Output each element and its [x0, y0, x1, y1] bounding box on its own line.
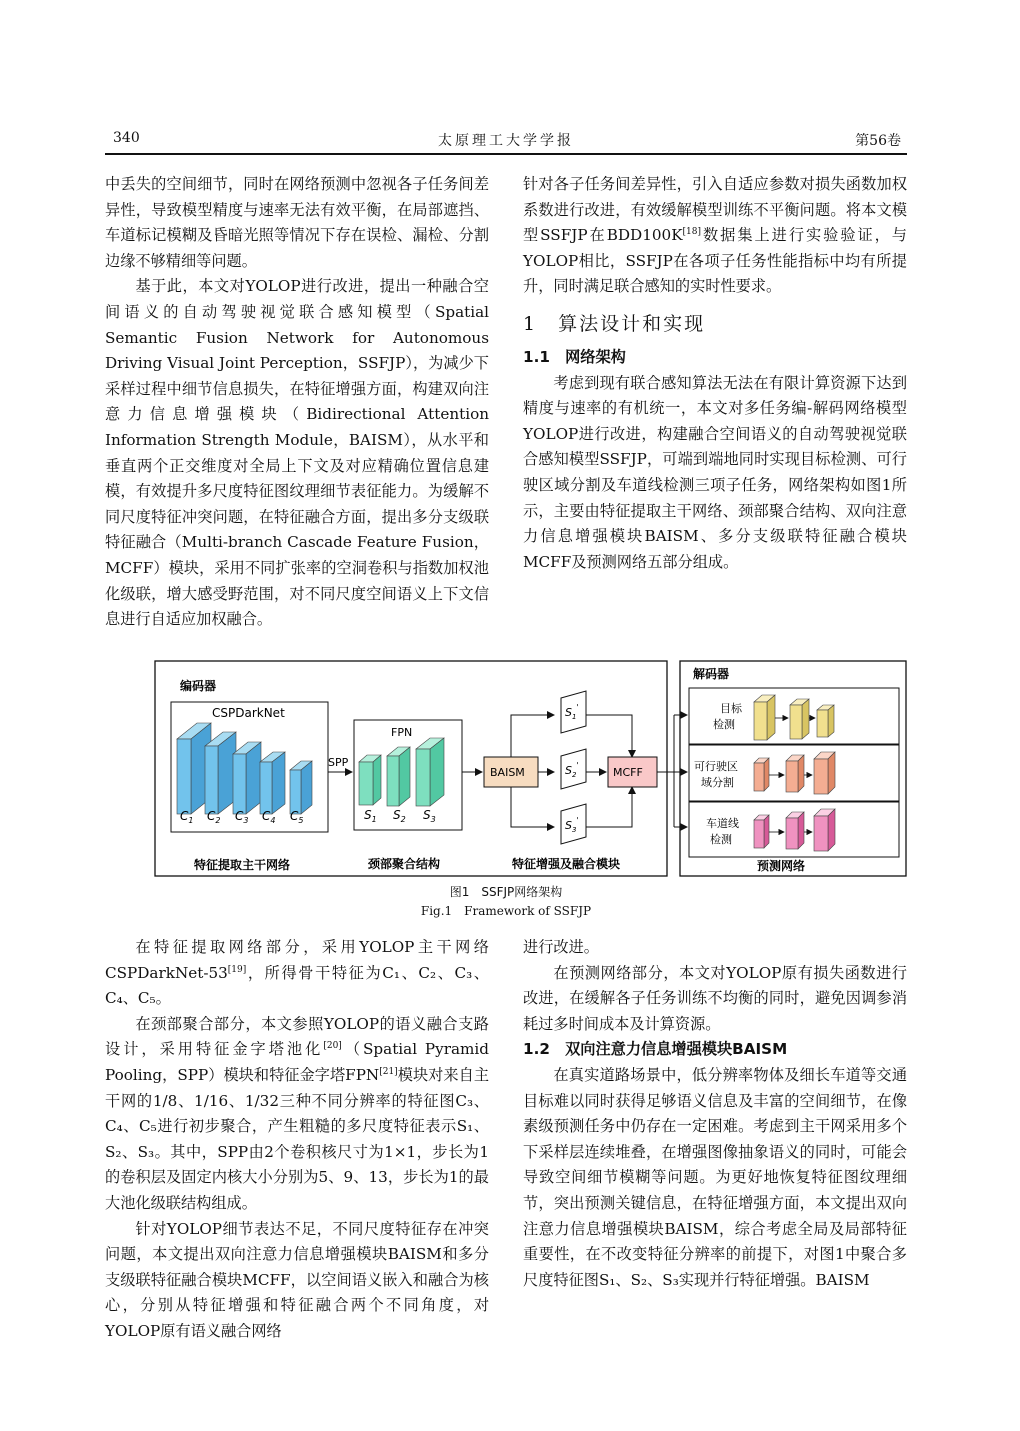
mcff-label: MCFF	[613, 766, 643, 779]
enhance-label: 特征增强及融合模块	[512, 857, 621, 871]
cspdarknet-label: CSPDarkNet	[212, 706, 285, 720]
c2-block	[205, 732, 236, 814]
page-number: 340	[113, 130, 140, 146]
top-right-column	[523, 172, 907, 575]
c4-block	[260, 752, 285, 814]
subsection-title: 1.1 网络架构	[523, 347, 626, 366]
head1-blocks	[754, 695, 834, 740]
s1-label: $S_1$	[364, 808, 377, 824]
framework-diagram	[154, 660, 908, 880]
s3-label: $S_3$	[423, 808, 436, 824]
c4-label: $C_4$	[262, 809, 276, 825]
backbone-blocks	[177, 723, 312, 814]
predict-label: 预测网络	[757, 859, 806, 873]
head2-blocks	[754, 752, 835, 794]
paragraph: 在预测网络部分，本文对YOLOP原有损失函数进行改进，在缓解各子任务训练不均衡的同时，避免因调参消耗过多时间成本及计算资源。	[523, 963, 907, 1033]
s2prime-label: $S_2'$	[565, 761, 579, 779]
c3-block	[233, 742, 261, 814]
top-left-column	[105, 172, 489, 633]
paragraph: 在真实道路场景中，低分辨率物体及细长车道等交通目标难以同时获得足够语义信息及丰富的空间细节，在像素级预测任务中仍存在一定困难。考虑到主干网采用多个下采样层连续堆叠，在增强图像抽象语义的同时，可能会导致空间细节模糊等问题。为更好地恢复特征图纹理细节，突出预测关键信息，在特征增强方面，本文提出双向注意力信息增强模块BAISM，综合考虑全局及局部特征重要性，在不改变特征分辨率的前提下，对图1中聚合多尺度特征图S₁、S₂、S₃实现并行特征增强。BAISM	[523, 1065, 907, 1289]
s1prime-label: $S_1'$	[565, 703, 579, 721]
citation: [19]	[227, 964, 247, 975]
paragraph: 针对YOLOP细节表达不足，不同尺度特征存在冲突问题，本文提出双向注意力信息增强模块BAISM和多分支级联特征融合模块MCFF，以空间语义嵌入和融合为核心，分别从特征增强和特征融合两个不同角度，对YOLOP原有语义融合网络	[105, 1219, 489, 1340]
figure-1	[154, 660, 908, 880]
c1-label: $C_1$	[180, 809, 194, 825]
figure-caption-cn: 图1 SSFJP网络架构	[449, 885, 563, 899]
c2-label: $C_2$	[207, 809, 221, 825]
s1-block	[359, 755, 381, 805]
merge-top	[586, 715, 632, 757]
encoder-label: 编码器	[180, 679, 217, 693]
decoder-label: 解码器	[693, 667, 730, 681]
running-header	[105, 126, 907, 152]
s2-block	[387, 747, 410, 806]
paragraph: 在特征提取网络部分，采用YOLOP主干网络CSPDarkNet-53[19]，所得骨干特征为C₁、C₂、C₃、C₄、C₅。	[105, 938, 489, 1008]
citation: [21]	[379, 1066, 398, 1077]
figure-caption-en: Fig.1 Framework of SSFJP	[420, 904, 592, 918]
head3-line2: 检测	[710, 833, 732, 846]
bottom-right-column	[523, 935, 907, 1293]
fpn-label: FPN	[391, 726, 413, 739]
journal-title: 太原理工大学学报	[438, 133, 574, 149]
citation: [18]	[682, 227, 702, 238]
branch-bottom	[511, 787, 554, 827]
paragraph: 在颈部聚合部分，本文参照YOLOP的语义融合支路设计，采用特征金字塔池化[20]（Spatial Pyramid Pooling，SPP）模块和特征金字塔FPN[21]模块对来自主干网的1/8、1/16、1/32三种不同分辨率的特征图C₃、C₄、C₅进行初步聚合，产生粗糙的多尺度特征表示S₁、S₂、S₃。其中，SPP由2个卷积核尺寸为1×1，步长为1的卷积层及固定内核大小分别为5、9、13，步长为1的最大池化级联结构组成。	[105, 1014, 490, 1212]
c5-block	[290, 761, 312, 814]
section-title: 1 算法设计和实现	[523, 312, 706, 335]
bottom-left-column	[105, 935, 489, 1345]
paragraph: 针对各子任务间差异性，引入自适应参数对损失函数加权系数进行改进，有效缓解模型训练不平衡问题。将本文模型SSFJP在BDD100K[18]数据集上进行实验验证，与YOLOP相比，SSFJP在各项子任务性能指标中均有所提升，同时满足联合感知的实时性要求。	[523, 175, 907, 296]
merge-bottom	[586, 787, 632, 827]
head2-line1: 可行驶区	[694, 760, 738, 773]
paragraph: 中丢失的空间细节，同时在网络预测中忽视各子任务间差异性，导致模型精度与速率无法有效平衡，在局部遮挡、车道标记模糊及昏暗光照等情况下存在误检、漏检、分割边缘不够精细等问题。	[105, 175, 489, 270]
head3-blocks	[754, 809, 835, 851]
spp-label: SPP	[328, 756, 349, 769]
neck-blocks	[359, 738, 444, 806]
c3-label: $C_3$	[235, 809, 249, 825]
head1-line2: 检测	[713, 718, 735, 731]
baism-label: BAISM	[490, 766, 525, 779]
subsection-title: 1.2 双向注意力信息增强模块BAISM	[523, 1040, 788, 1059]
head3-line1: 车道线	[706, 817, 739, 830]
c5-label: $C_5$	[290, 809, 304, 825]
paragraph: 进行改进。	[523, 938, 599, 956]
backbone-label: 特征提取主干网络	[194, 858, 291, 872]
volume-label: 第56卷	[855, 133, 901, 149]
neck-label: 颈部聚合结构	[368, 857, 441, 871]
head1-line1: 目标	[720, 702, 742, 715]
s2-label: $S_2$	[393, 808, 406, 824]
head2-line2: 域分割	[701, 776, 734, 789]
branch-top	[511, 715, 554, 757]
paragraph: 基于此，本文对YOLOP进行改进，提出一种融合空间语义的自动驾驶视觉联合感知模型（Spatial Semantic Fusion Network for Autonomous Driving Visual Joint Perception，SSFJP），为减少下采样过程中细节信息损失，在特征增强方面，构建双向注意力信息增强模块（Bidirectional Attention Information Strength Module，BAISM），从水平和垂直两个正交维度对全局上下文及对应精确位置信息建模，有效提升多尺度特征图纹理细节表征能力。为缓解不同尺度特征冲突问题，在特征融合方面，提出多分支级联特征融合（Multi-branch Cascade Feature Fusion，MCFF）模块，采用不同扩张率的空洞卷积与指数加权池化级联，增大感受野范围，对不同尺度空间语义上下文信息进行自适应加权融合。	[105, 277, 489, 629]
header-rule	[105, 153, 907, 155]
citation: [20]	[323, 1041, 342, 1052]
s3-block	[416, 738, 444, 806]
paragraph: 考虑到现有联合感知算法无法在有限计算资源下达到精度与速率的有机统一，本文对多任务编-解码网络模型YOLOP进行改进，构建融合空间语义的自动驾驶视觉联合感知模型SSFJP，可端到端地同时实现目标检测、可行驶区域分割及车道线检测三项子任务，网络架构如图1所示，主要由特征提取主干网络、颈部聚合结构、双向注意力信息增强模块BAISM、多分支级联特征融合模块MCFF及预测网络五部分组成。	[523, 373, 907, 571]
s3prime-label: $S_3'$	[565, 816, 579, 834]
